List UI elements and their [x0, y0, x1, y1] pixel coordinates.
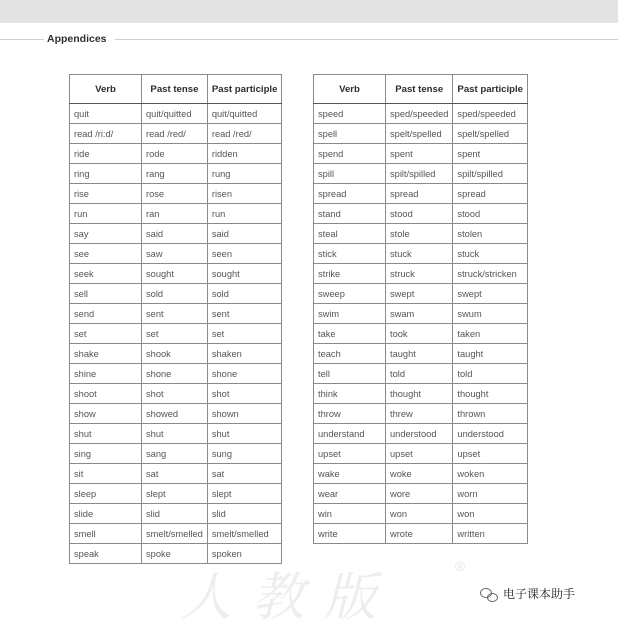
table-row — [314, 244, 528, 264]
table-row — [314, 264, 528, 284]
past-tense-cell: quit/quitted — [142, 104, 208, 124]
section-title: Appendices — [44, 31, 115, 47]
publisher-watermark: 人教版 — [180, 568, 397, 628]
verb-cell: show — [70, 404, 142, 424]
verb-cell: speak — [70, 544, 142, 564]
past-participle-cell: sold — [207, 284, 282, 304]
past-tense-cell: woke — [386, 464, 453, 484]
wechat-icon — [480, 586, 498, 602]
past-participle-cell: taught — [453, 344, 528, 364]
past-tense-cell: swam — [386, 304, 453, 324]
past-participle-cell: thrown — [453, 404, 528, 424]
verb-cell: set — [70, 324, 142, 344]
past-tense-cell: spelt/spelled — [386, 124, 453, 144]
past-tense-cell: stuck — [386, 244, 453, 264]
past-tense-cell: swept — [386, 284, 453, 304]
past-participle-cell: risen — [207, 184, 282, 204]
past-participle-cell: stuck — [453, 244, 528, 264]
past-tense-cell: said — [142, 224, 208, 244]
table-header-row — [314, 75, 528, 104]
table-row — [70, 104, 282, 124]
table-row — [70, 204, 282, 224]
verb-cell: upset — [314, 444, 386, 464]
past-tense-cell: sang — [142, 444, 208, 464]
past-participle-cell: swum — [453, 304, 528, 324]
table-row — [70, 364, 282, 384]
past-tense-cell: sped/speeded — [386, 104, 453, 124]
verb-cell: sweep — [314, 284, 386, 304]
table-row — [314, 464, 528, 484]
wechat-account-name: 电子课本助手 — [503, 587, 576, 601]
past-participle-cell: spent — [453, 144, 528, 164]
column-header-past-tense: Past tense — [386, 75, 453, 104]
table-row — [314, 304, 528, 324]
past-participle-cell: quit/quitted — [207, 104, 282, 124]
table-row — [314, 204, 528, 224]
past-participle-cell: sung — [207, 444, 282, 464]
verb-cell: say — [70, 224, 142, 244]
table-row — [70, 444, 282, 464]
table-row — [70, 524, 282, 544]
table-row — [314, 184, 528, 204]
table-header-row — [70, 75, 282, 104]
table-row — [314, 104, 528, 124]
verb-cell: slide — [70, 504, 142, 524]
past-tense-cell: sold — [142, 284, 208, 304]
past-participle-cell: spelt/spelled — [453, 124, 528, 144]
past-tense-cell: upset — [386, 444, 453, 464]
past-participle-cell: shot — [207, 384, 282, 404]
past-tense-cell: sought — [142, 264, 208, 284]
verb-cell: strike — [314, 264, 386, 284]
table-row — [314, 324, 528, 344]
column-header-past-participle: Past participle — [207, 75, 282, 104]
verb-cell: spell — [314, 124, 386, 144]
verb-cell: see — [70, 244, 142, 264]
verb-cell: take — [314, 324, 386, 344]
column-header-verb: Verb — [314, 75, 386, 104]
past-participle-cell: shown — [207, 404, 282, 424]
past-participle-cell: sought — [207, 264, 282, 284]
past-tense-cell: spoke — [142, 544, 208, 564]
table-row — [70, 244, 282, 264]
past-tense-cell: told — [386, 364, 453, 384]
table-row — [70, 124, 282, 144]
table-row — [70, 464, 282, 484]
verb-table-right — [313, 74, 528, 544]
table-row — [70, 164, 282, 184]
past-participle-cell: understood — [453, 424, 528, 444]
past-participle-cell: said — [207, 224, 282, 244]
past-participle-cell: sent — [207, 304, 282, 324]
verb-cell: understand — [314, 424, 386, 444]
verb-cell: sell — [70, 284, 142, 304]
past-participle-cell: read /red/ — [207, 124, 282, 144]
table-row — [70, 224, 282, 244]
past-participle-cell: woken — [453, 464, 528, 484]
table-row — [314, 424, 528, 444]
past-tense-cell: set — [142, 324, 208, 344]
past-participle-cell: spread — [453, 184, 528, 204]
past-participle-cell: rung — [207, 164, 282, 184]
past-tense-cell: shone — [142, 364, 208, 384]
past-participle-cell: written — [453, 524, 528, 544]
table-row — [314, 404, 528, 424]
past-participle-cell: thought — [453, 384, 528, 404]
wechat-watermark — [480, 585, 575, 602]
verb-cell: swim — [314, 304, 386, 324]
table-row — [314, 144, 528, 164]
past-tense-cell: wore — [386, 484, 453, 504]
table-row — [314, 364, 528, 384]
past-participle-cell: set — [207, 324, 282, 344]
past-tense-cell: spilt/spilled — [386, 164, 453, 184]
top-bar — [0, 0, 618, 23]
past-participle-cell: swept — [453, 284, 528, 304]
verb-cell: throw — [314, 404, 386, 424]
table-row — [70, 324, 282, 344]
past-tense-cell: taught — [386, 344, 453, 364]
past-tense-cell: shut — [142, 424, 208, 444]
past-participle-cell: shaken — [207, 344, 282, 364]
past-participle-cell: upset — [453, 444, 528, 464]
past-tense-cell: rode — [142, 144, 208, 164]
registered-mark: ® — [455, 558, 466, 574]
verb-table-left — [69, 74, 282, 564]
verb-cell: shut — [70, 424, 142, 444]
past-tense-cell: saw — [142, 244, 208, 264]
verb-cell: smell — [70, 524, 142, 544]
table-row — [70, 504, 282, 524]
verb-cell: seek — [70, 264, 142, 284]
past-participle-cell: struck/stricken — [453, 264, 528, 284]
past-participle-cell: stolen — [453, 224, 528, 244]
past-tense-cell: stole — [386, 224, 453, 244]
past-participle-cell: seen — [207, 244, 282, 264]
verb-cell: teach — [314, 344, 386, 364]
past-participle-cell: sat — [207, 464, 282, 484]
verb-cell: think — [314, 384, 386, 404]
past-tense-cell: slid — [142, 504, 208, 524]
past-tense-cell: stood — [386, 204, 453, 224]
past-tense-cell: shook — [142, 344, 208, 364]
table-row — [314, 344, 528, 364]
verb-cell: wake — [314, 464, 386, 484]
past-tense-cell: struck — [386, 264, 453, 284]
past-tense-cell: rang — [142, 164, 208, 184]
past-tense-cell: wrote — [386, 524, 453, 544]
table-row — [70, 264, 282, 284]
past-tense-cell: spent — [386, 144, 453, 164]
past-participle-cell: smelt/smelled — [207, 524, 282, 544]
past-participle-cell: sped/speeded — [453, 104, 528, 124]
past-tense-cell: sat — [142, 464, 208, 484]
table-row — [314, 504, 528, 524]
past-participle-cell: shone — [207, 364, 282, 384]
past-participle-cell: spilt/spilled — [453, 164, 528, 184]
past-participle-cell: spoken — [207, 544, 282, 564]
table-row — [70, 384, 282, 404]
past-tense-cell: showed — [142, 404, 208, 424]
table-row — [70, 284, 282, 304]
past-tense-cell: spread — [386, 184, 453, 204]
table-row — [314, 384, 528, 404]
verb-cell: shake — [70, 344, 142, 364]
verb-cell: stick — [314, 244, 386, 264]
column-header-past-participle: Past participle — [453, 75, 528, 104]
past-tense-cell: sent — [142, 304, 208, 324]
past-tense-cell: won — [386, 504, 453, 524]
past-tense-cell: threw — [386, 404, 453, 424]
past-participle-cell: told — [453, 364, 528, 384]
past-participle-cell: worn — [453, 484, 528, 504]
past-tense-cell: shot — [142, 384, 208, 404]
verb-cell: quit — [70, 104, 142, 124]
past-tense-cell: smelt/smelled — [142, 524, 208, 544]
table-row — [70, 304, 282, 324]
verb-cell: send — [70, 304, 142, 324]
verb-cell: shine — [70, 364, 142, 384]
past-tense-cell: ran — [142, 204, 208, 224]
column-header-past-tense: Past tense — [142, 75, 208, 104]
verb-cell: sing — [70, 444, 142, 464]
past-tense-cell: took — [386, 324, 453, 344]
past-tense-cell: slept — [142, 484, 208, 504]
verb-cell: speed — [314, 104, 386, 124]
past-tense-cell: understood — [386, 424, 453, 444]
verb-cell: ride — [70, 144, 142, 164]
past-participle-cell: won — [453, 504, 528, 524]
verb-cell: rise — [70, 184, 142, 204]
verb-cell: tell — [314, 364, 386, 384]
past-participle-cell: shut — [207, 424, 282, 444]
past-tense-cell: rose — [142, 184, 208, 204]
verb-cell: wear — [314, 484, 386, 504]
verb-cell: shoot — [70, 384, 142, 404]
past-participle-cell: run — [207, 204, 282, 224]
past-participle-cell: slid — [207, 504, 282, 524]
verb-cell: read /ri:d/ — [70, 124, 142, 144]
past-participle-cell: ridden — [207, 144, 282, 164]
verb-cell: stand — [314, 204, 386, 224]
table-row — [314, 524, 528, 544]
past-tense-cell: read /red/ — [142, 124, 208, 144]
table-row — [70, 184, 282, 204]
verb-cell: spill — [314, 164, 386, 184]
past-tense-cell: thought — [386, 384, 453, 404]
column-header-verb: Verb — [70, 75, 142, 104]
verb-cell: spend — [314, 144, 386, 164]
verb-cell: ring — [70, 164, 142, 184]
verb-cell: write — [314, 524, 386, 544]
table-row — [70, 144, 282, 164]
table-row — [70, 344, 282, 364]
table-row — [70, 424, 282, 444]
table-row — [314, 284, 528, 304]
verb-cell: steal — [314, 224, 386, 244]
table-row — [70, 484, 282, 504]
past-participle-cell: stood — [453, 204, 528, 224]
verb-cell: sleep — [70, 484, 142, 504]
table-row — [314, 224, 528, 244]
table-row — [314, 124, 528, 144]
table-row — [70, 404, 282, 424]
table-row — [314, 444, 528, 464]
past-participle-cell: slept — [207, 484, 282, 504]
verb-cell: spread — [314, 184, 386, 204]
table-row — [314, 164, 528, 184]
table-row — [314, 484, 528, 504]
verb-cell: win — [314, 504, 386, 524]
verb-cell: sit — [70, 464, 142, 484]
past-participle-cell: taken — [453, 324, 528, 344]
verb-cell: run — [70, 204, 142, 224]
